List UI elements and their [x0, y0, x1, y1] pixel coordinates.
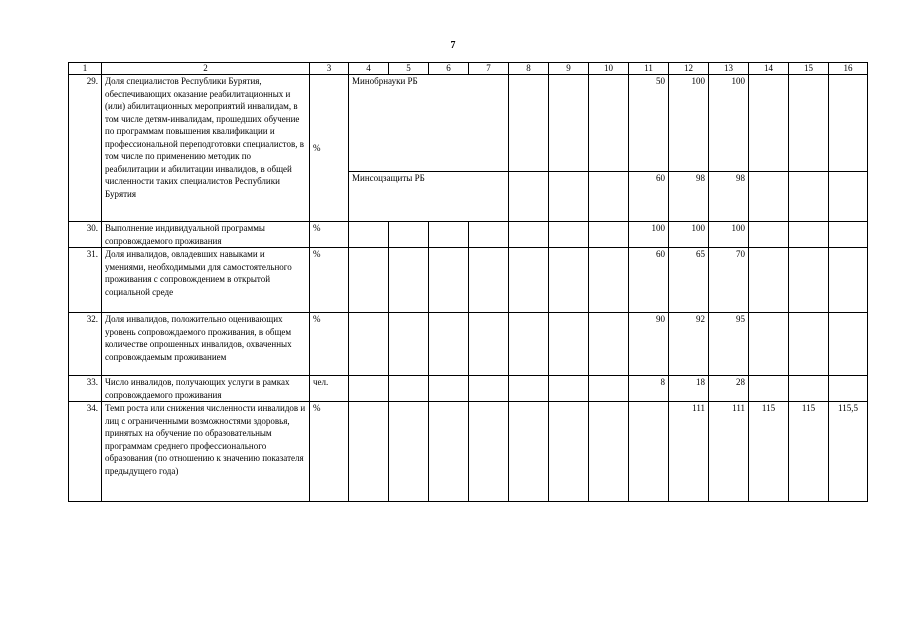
empty-cell [509, 222, 549, 248]
header-cell: 3 [310, 63, 349, 75]
empty-cell [509, 402, 549, 502]
indicator-name: Доля инвалидов, положительно оценивающих уровень сопровождаемого проживания, в общем количестве опрошенных инвалидов, охваченных сопровождаемым проживанием [102, 313, 310, 376]
table-row [69, 75, 868, 172]
empty-cell [549, 248, 589, 313]
empty-cell [789, 313, 829, 376]
indicator-name: Доля инвалидов, овладевших навыками и умениями, необходимыми для самостоятельного проживания с сопровождением в открытой социальной среде [102, 248, 310, 313]
page-number: 7 [450, 40, 456, 51]
value-cell: 100 [709, 222, 749, 248]
header-cell: 14 [749, 63, 789, 75]
empty-cell [509, 376, 549, 402]
empty-cell [509, 75, 549, 172]
empty-cell [829, 75, 868, 172]
empty-cell [469, 172, 509, 222]
empty-cell [389, 313, 429, 376]
empty-cell [429, 376, 469, 402]
empty-cell [829, 248, 868, 313]
empty-cell [349, 222, 389, 248]
header-cell: 16 [829, 63, 868, 75]
indicators-table [68, 62, 868, 502]
header-row [69, 63, 868, 75]
unit-cell: % [310, 402, 349, 502]
header-cell: 15 [789, 63, 829, 75]
empty-cell [589, 172, 629, 222]
unit-cell: % [310, 222, 349, 248]
empty-cell [749, 222, 789, 248]
empty-cell [349, 313, 389, 376]
unit-cell: % [310, 248, 349, 313]
empty-cell [789, 172, 829, 222]
empty-cell [549, 172, 589, 222]
unit-cell: чел. [310, 376, 349, 402]
empty-cell [549, 376, 589, 402]
empty-cell [429, 248, 469, 313]
table-row [69, 376, 868, 402]
value-cell: 115 [789, 402, 829, 502]
table-row [69, 248, 868, 313]
empty-cell [749, 313, 789, 376]
value-cell: 50 [629, 75, 669, 172]
empty-cell [589, 248, 629, 313]
empty-cell [469, 248, 509, 313]
header-cell: 9 [549, 63, 589, 75]
empty-cell [629, 402, 669, 502]
value-cell: 100 [669, 222, 709, 248]
value-cell: 115,5 [829, 402, 868, 502]
empty-cell [549, 402, 589, 502]
row-number: 29. [69, 75, 102, 222]
header-cell: 13 [709, 63, 749, 75]
header-cell: 7 [469, 63, 509, 75]
header-cell: 11 [629, 63, 669, 75]
value-cell: 28 [709, 376, 749, 402]
organization-cell: Минсоцзащиты РБ [349, 172, 469, 222]
empty-cell [789, 222, 829, 248]
unit-cell: % [310, 75, 349, 222]
value-cell: 100 [629, 222, 669, 248]
table-row [69, 222, 868, 248]
empty-cell [429, 222, 469, 248]
empty-cell [469, 75, 509, 172]
unit-cell: % [310, 313, 349, 376]
empty-cell [789, 376, 829, 402]
empty-cell [509, 172, 549, 222]
empty-cell [389, 248, 429, 313]
row-number: 30. [69, 222, 102, 248]
value-cell: 8 [629, 376, 669, 402]
empty-cell [349, 376, 389, 402]
empty-cell [549, 75, 589, 172]
row-number: 33. [69, 376, 102, 402]
empty-cell [469, 313, 509, 376]
empty-cell [389, 376, 429, 402]
empty-cell [549, 313, 589, 376]
value-cell: 95 [709, 313, 749, 376]
header-cell: 2 [102, 63, 310, 75]
empty-cell [469, 222, 509, 248]
empty-cell [829, 376, 868, 402]
empty-cell [429, 313, 469, 376]
empty-cell [749, 172, 789, 222]
value-cell: 92 [669, 313, 709, 376]
value-cell: 60 [629, 172, 669, 222]
value-cell: 111 [669, 402, 709, 502]
value-cell: 111 [709, 402, 749, 502]
empty-cell [829, 222, 868, 248]
empty-cell [749, 248, 789, 313]
value-cell: 90 [629, 313, 669, 376]
empty-cell [829, 313, 868, 376]
empty-cell [589, 75, 629, 172]
table-row [69, 402, 868, 502]
value-cell: 65 [669, 248, 709, 313]
header-cell: 10 [589, 63, 629, 75]
value-cell: 115 [749, 402, 789, 502]
header-cell: 1 [69, 63, 102, 75]
value-cell: 18 [669, 376, 709, 402]
indicator-name: Выполнение индивидуальной программы сопровождаемого проживания [102, 222, 310, 248]
indicator-name: Доля специалистов Республики Бурятия, обеспечивающих оказание реабилитационных и (или) абилитационных мероприятий инвалидам, в том числе детям-инвалидам, прошедших обучение по программам повышения квалификации и профессиональной переподготовки специалистов, в том числе по применению методик по реабилитации и абилитации инвалидов, в общей численности таких специалистов Республики Бурятия [102, 75, 310, 222]
table-row [69, 313, 868, 376]
empty-cell [789, 75, 829, 172]
row-number: 32. [69, 313, 102, 376]
header-cell: 8 [509, 63, 549, 75]
header-cell: 5 [389, 63, 429, 75]
empty-cell [389, 402, 429, 502]
empty-cell [349, 248, 389, 313]
empty-cell [589, 313, 629, 376]
value-cell: 60 [629, 248, 669, 313]
empty-cell [749, 75, 789, 172]
header-cell: 12 [669, 63, 709, 75]
indicator-name: Число инвалидов, получающих услуги в рамках сопровождаемого проживания [102, 376, 310, 402]
empty-cell [509, 313, 549, 376]
header-cell: 4 [349, 63, 389, 75]
empty-cell [589, 222, 629, 248]
empty-cell [589, 402, 629, 502]
empty-cell [469, 402, 509, 502]
empty-cell [589, 376, 629, 402]
value-cell: 98 [709, 172, 749, 222]
empty-cell [349, 402, 389, 502]
empty-cell [549, 222, 589, 248]
empty-cell [829, 172, 868, 222]
empty-cell [429, 402, 469, 502]
empty-cell [469, 376, 509, 402]
value-cell: 100 [709, 75, 749, 172]
indicator-name: Темп роста или снижения численности инвалидов и лиц с ограниченными возможностями здоровья, принятых на обучение по образовательным программам среднего профессионального образования (по отношению к значению показателя предыдущего года) [102, 402, 310, 502]
empty-cell [749, 376, 789, 402]
empty-cell [509, 248, 549, 313]
empty-cell [789, 248, 829, 313]
empty-cell [389, 222, 429, 248]
value-cell: 70 [709, 248, 749, 313]
value-cell: 100 [669, 75, 709, 172]
row-number: 31. [69, 248, 102, 313]
organization-cell: Минобрнауки РБ [349, 75, 469, 172]
value-cell: 98 [669, 172, 709, 222]
row-number: 34. [69, 402, 102, 502]
header-cell: 6 [429, 63, 469, 75]
